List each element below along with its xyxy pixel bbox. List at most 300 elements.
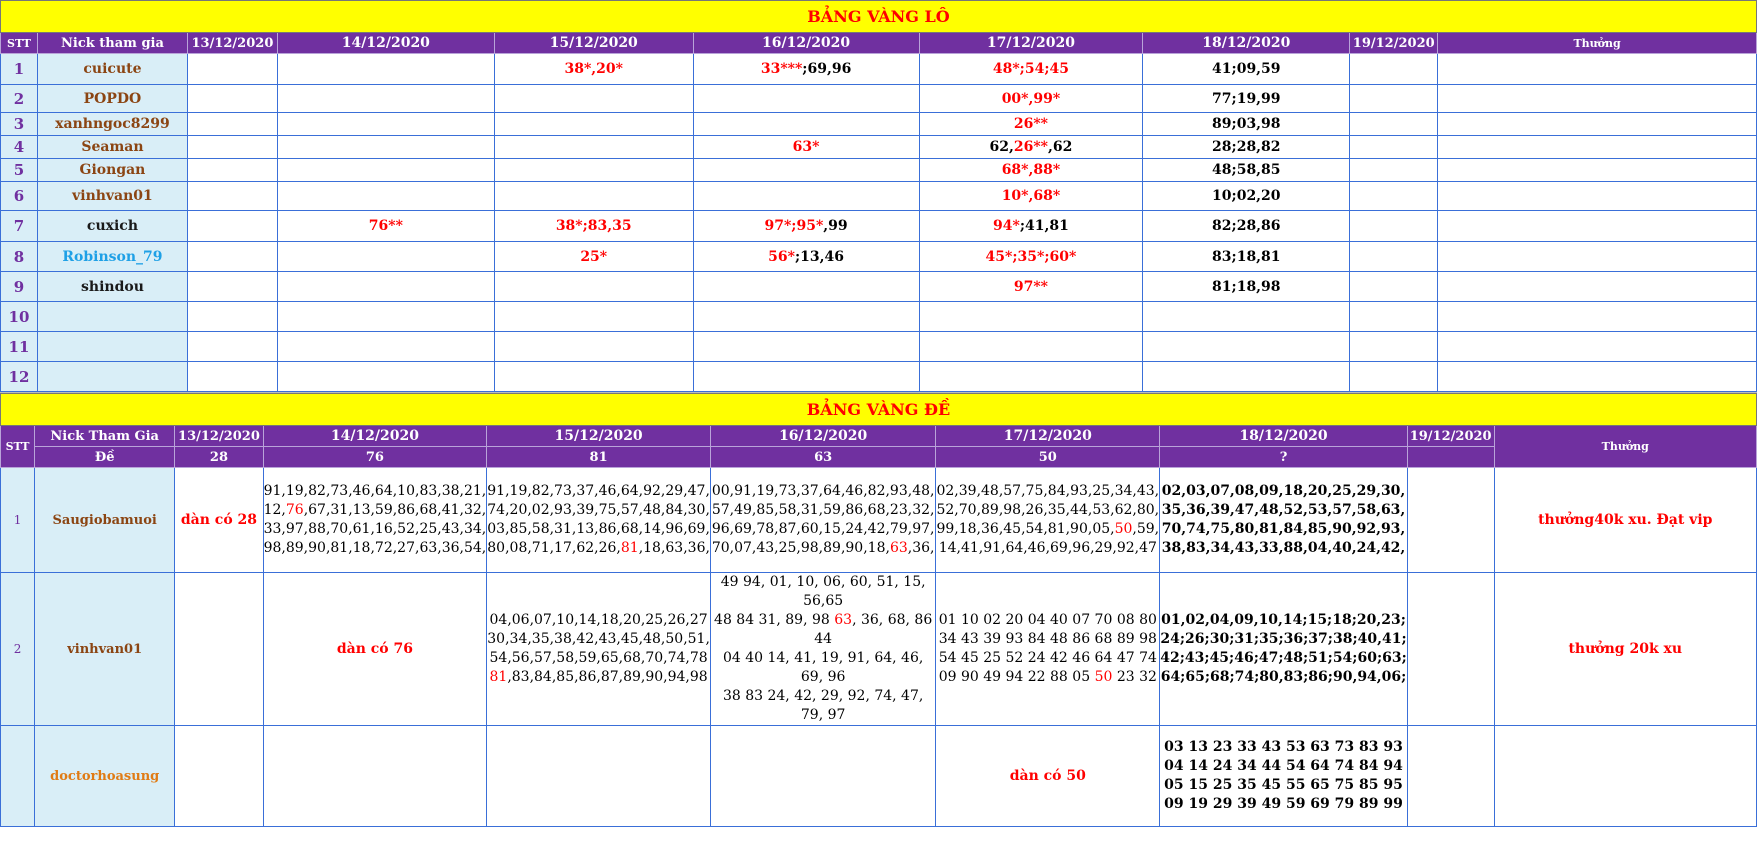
lo-cell (693, 85, 919, 113)
lo-header-cell: 15/12/2020 (494, 33, 693, 54)
lo-row (1, 302, 1757, 332)
lo-header-cell: 18/12/2020 (1143, 33, 1350, 54)
lo-cell (187, 272, 277, 302)
value-segment: 10;02,20 (1212, 188, 1281, 204)
lo-row (1, 113, 1757, 136)
number-line (487, 501, 710, 520)
number-list (1160, 468, 1408, 573)
value-segment: 76 (285, 502, 304, 518)
value-segment: 04,06,07,10,14,18,20,25,26,27 (489, 612, 708, 628)
value-segment: 50 (1094, 669, 1113, 685)
player-nick: xanhngoc8299 (37, 113, 187, 136)
number-line (936, 501, 1159, 520)
de-date-header: 19/12/2020 (1407, 426, 1494, 447)
player-nick: cuxich (37, 211, 187, 242)
value-segment: 12, (263, 502, 286, 518)
row-number: 5 (1, 159, 38, 182)
lo-cell (919, 113, 1143, 136)
de-date-header: 16/12/2020 (710, 426, 935, 447)
lo-row (1, 136, 1757, 159)
value-segment: 30,34,35,38,42,43,45,48,50,51, (487, 631, 710, 647)
number-line (487, 668, 710, 687)
value-segment: 48;58,85 (1212, 162, 1281, 178)
value-segment: ,62 (1047, 139, 1073, 155)
lo-cell (1143, 362, 1350, 392)
number-line (936, 520, 1159, 539)
lo-header-cell: 19/12/2020 (1350, 33, 1438, 54)
lo-cell (277, 242, 494, 272)
lo-table (0, 0, 1757, 392)
de-date-row (1, 426, 1757, 447)
lo-cell (919, 54, 1143, 85)
number-line (711, 573, 935, 611)
number-line (1160, 757, 1407, 776)
number-list (263, 468, 487, 573)
lo-cell (919, 182, 1143, 211)
de-date-header: 15/12/2020 (487, 426, 711, 447)
lo-cell (494, 113, 693, 136)
value-segment: 45*;35*;60* (985, 248, 1077, 265)
lo-cell (919, 362, 1143, 392)
value-segment: 38 83 24, 42, 29, 92, 74, 47, 79, 97 (722, 688, 924, 723)
reward-text: thưởng40k xu. Đạt vip (1494, 468, 1756, 573)
lo-cell (1438, 136, 1757, 159)
row-number: 8 (1, 242, 38, 272)
number-line (487, 482, 710, 501)
number-line (264, 501, 487, 520)
lo-header-cell: 16/12/2020 (693, 33, 919, 54)
lo-cell (187, 159, 277, 182)
value-segment: 00*,99* (1001, 90, 1061, 107)
lo-cell (1438, 159, 1757, 182)
row-number: 1 (1, 54, 38, 85)
lo-title: BẢNG VÀNG LÔ (1, 1, 1757, 33)
number-line (1160, 501, 1407, 520)
lo-cell (1350, 272, 1438, 302)
lo-cell (1350, 182, 1438, 211)
lo-cell (187, 242, 277, 272)
number-line (711, 687, 935, 725)
number-line (1160, 738, 1407, 757)
lo-cell (494, 302, 693, 332)
value-segment: 63 (889, 540, 908, 556)
de-message: dàn có 50 (936, 726, 1160, 827)
lo-cell (919, 136, 1143, 159)
player-nick: POPDO (37, 85, 187, 113)
number-line (711, 611, 935, 649)
value-segment: ,18,63,36, (638, 540, 710, 556)
value-segment: 00,91,19,73,37,64,46,82,93,48, (711, 483, 935, 499)
value-segment: 81 (620, 540, 639, 556)
lo-row (1, 211, 1757, 242)
value-segment: 41;09,59 (1212, 61, 1281, 77)
lo-cell (1143, 211, 1350, 242)
lo-cell (1438, 302, 1757, 332)
value-segment: 98,89,90,81,18,72,27,63,36,54, (263, 540, 487, 556)
lo-row (1, 159, 1757, 182)
lo-cell (494, 272, 693, 302)
lo-cell (277, 85, 494, 113)
value-segment: 38,83,34,43,33,88,04,40,24,42, (1161, 540, 1406, 556)
player-nick: cuicute (37, 54, 187, 85)
de-nick-header: Nick Tham Gia (35, 426, 175, 447)
value-segment: ;41,81 (1019, 218, 1069, 234)
lo-cell (1350, 211, 1438, 242)
value-segment: 33,97,88,70,61,16,52,25,43,34, (263, 521, 487, 537)
value-segment: 63* (792, 139, 820, 155)
lo-cell (277, 113, 494, 136)
de-row (1, 726, 1757, 827)
lo-header-cell: STT (1, 33, 38, 54)
lo-cell (919, 242, 1143, 272)
de-row (1, 573, 1757, 726)
de-message: dàn có 28 (175, 468, 263, 573)
value-segment: 57,49,85,58,31,59,86,68,23,32, (711, 502, 935, 518)
number-line (711, 539, 935, 558)
row-number: 9 (1, 272, 38, 302)
de-result-value: 76 (263, 447, 487, 468)
empty-cell (263, 726, 487, 827)
value-segment: 02,03,07,08,09,18,20,25,29,30, (1161, 483, 1406, 499)
number-line (936, 630, 1159, 649)
number-list (936, 573, 1160, 726)
row-number: 3 (1, 113, 38, 136)
value-segment: 76** (368, 218, 403, 234)
number-line (1160, 630, 1407, 649)
value-segment: 03,85,58,31,13,86,68,14,96,69, (487, 521, 710, 537)
lo-cell (494, 242, 693, 272)
row-number: 11 (1, 332, 38, 362)
lo-cell (1438, 211, 1757, 242)
value-segment: 62, (989, 139, 1014, 155)
number-line (711, 649, 935, 687)
player-nick: Giongan (37, 159, 187, 182)
lo-cell (693, 332, 919, 362)
number-line (711, 482, 935, 501)
lo-cell (693, 242, 919, 272)
value-segment: 38*;83,35 (555, 218, 632, 234)
number-list (1160, 573, 1408, 726)
value-segment: 83;18,81 (1212, 248, 1281, 265)
lo-cell (494, 159, 693, 182)
de-result-value: 28 (175, 447, 263, 468)
lo-cell (277, 211, 494, 242)
number-line (487, 649, 710, 668)
lo-cell (277, 136, 494, 159)
number-line (936, 668, 1159, 687)
lo-row (1, 54, 1757, 85)
lo-cell (1143, 332, 1350, 362)
value-segment: 48 84 31, 89, 98 (714, 612, 835, 628)
row-number: 12 (1, 362, 38, 392)
value-segment: 91,19,82,73,37,46,64,92,29,47, (487, 483, 710, 499)
number-line (1160, 482, 1407, 501)
value-segment: ,83,84,85,86,87,89,90,94,98 (507, 669, 708, 685)
de-date-header: 17/12/2020 (936, 426, 1160, 447)
lo-header-cell: 13/12/2020 (187, 33, 277, 54)
lo-cell (1438, 242, 1757, 272)
number-list (710, 573, 935, 726)
de-stt-header: STT (1, 426, 35, 468)
lo-cell (277, 159, 494, 182)
value-segment: 96,69,78,87,60,15,24,42,79,97, (711, 521, 935, 537)
lo-cell (919, 302, 1143, 332)
lo-header-row (1, 33, 1757, 54)
empty-cell (1407, 468, 1494, 573)
player-nick: shindou (37, 272, 187, 302)
value-segment: 68*,88* (1001, 162, 1061, 178)
value-segment: 25* (580, 248, 608, 265)
lo-cell (1438, 54, 1757, 85)
value-segment: 70,74,75,80,81,84,85,90,92,93, (1161, 521, 1406, 537)
lo-cell (1143, 272, 1350, 302)
player-nick: vinhvan01 (35, 573, 175, 726)
number-line (711, 520, 935, 539)
de-result-value: ? (1160, 447, 1408, 468)
empty-cell (710, 726, 935, 827)
value-segment: 02,39,48,57,75,84,93,25,34,43, (936, 483, 1160, 499)
value-segment: 28;28,82 (1212, 139, 1281, 155)
number-list (710, 468, 935, 573)
lo-header-cell: 17/12/2020 (919, 33, 1143, 54)
de-title: BẢNG VÀNG ĐỀ (1, 394, 1757, 426)
de-row (1, 468, 1757, 573)
lo-cell (1438, 272, 1757, 302)
de-result-label: Đề (35, 447, 175, 468)
lo-cell (693, 136, 919, 159)
number-line (1160, 520, 1407, 539)
lo-cell (187, 136, 277, 159)
lo-cell (919, 159, 1143, 182)
lo-cell (693, 113, 919, 136)
value-segment: 14,41,91,64,46,69,96,29,92,47 (938, 540, 1157, 556)
value-segment: 94* (993, 218, 1020, 234)
lo-cell (277, 182, 494, 211)
value-segment: 04 14 24 34 44 54 64 74 84 94 (1164, 758, 1403, 774)
player-nick (37, 332, 187, 362)
value-segment: 01,02,04,09,10,14;15;18;20,23; (1161, 612, 1406, 628)
player-nick: Robinson_79 (37, 242, 187, 272)
value-segment: 26** (1013, 139, 1048, 155)
number-line (487, 520, 710, 539)
lo-row (1, 362, 1757, 392)
lo-cell (1350, 85, 1438, 113)
lo-cell (1438, 113, 1757, 136)
number-line (487, 611, 710, 630)
lo-cell (693, 159, 919, 182)
value-segment: 97*;95* (764, 218, 824, 234)
lo-row (1, 182, 1757, 211)
player-nick (37, 362, 187, 392)
lo-cell (187, 182, 277, 211)
lo-cell (1350, 332, 1438, 362)
lo-cell (187, 362, 277, 392)
value-segment: 91,19,82,73,46,64,10,83,38,21, (263, 483, 487, 499)
number-line (264, 539, 487, 558)
lo-cell (494, 136, 693, 159)
value-segment: ,36, (907, 540, 935, 556)
player-nick: Seaman (37, 136, 187, 159)
empty-cell (1407, 573, 1494, 726)
lo-cell (1438, 85, 1757, 113)
value-segment: 54,56,57,58,59,65,68,70,74,78 (489, 650, 708, 666)
lo-cell (187, 211, 277, 242)
lo-cell (1350, 54, 1438, 85)
reward-text (1494, 726, 1756, 827)
lo-cell (277, 332, 494, 362)
lo-cell (1350, 302, 1438, 332)
lo-cell (1143, 182, 1350, 211)
de-date-header: 18/12/2020 (1160, 426, 1408, 447)
row-number: 10 (1, 302, 38, 332)
value-segment: 54 45 25 52 24 42 46 64 47 74 (938, 650, 1157, 666)
value-segment: 97** (1013, 278, 1048, 295)
lo-cell (494, 182, 693, 211)
value-segment: 81 (489, 669, 508, 685)
de-result-value: 63 (710, 447, 935, 468)
lo-cell (1143, 54, 1350, 85)
lo-cell (1143, 85, 1350, 113)
lo-cell (1350, 136, 1438, 159)
number-line (711, 501, 935, 520)
de-result-value: 50 (936, 447, 1160, 468)
value-segment: 52,70,89,98,26,35,44,53,62,80, (936, 502, 1160, 518)
value-segment: 33*** (760, 61, 803, 77)
value-segment: 64;65;68;74;80,83;86;90,94,06; (1160, 669, 1407, 685)
value-segment: 34 43 39 93 84 48 86 68 89 98 (938, 631, 1157, 647)
lo-cell (1143, 159, 1350, 182)
number-line (936, 649, 1159, 668)
value-segment: 04 40 14, 41, 19, 91, 64, 46, 69, 96 (722, 650, 924, 685)
lo-cell (494, 54, 693, 85)
number-list (936, 468, 1160, 573)
lo-cell (187, 113, 277, 136)
player-nick: Saugiobamuoi (35, 468, 175, 573)
value-segment: 05 15 25 35 45 55 65 75 85 95 (1164, 777, 1403, 793)
de-message: dàn có 76 (263, 573, 487, 726)
lo-cell (494, 211, 693, 242)
value-segment: 35,36,39,47,48,52,53,57,58,63, (1161, 502, 1406, 518)
row-number: 1 (1, 468, 35, 573)
empty-cell (175, 573, 263, 726)
lo-cell (693, 182, 919, 211)
value-segment: 24;26;30;31;35;36;37;38;40,41; (1160, 631, 1407, 647)
value-segment: 77;19,99 (1212, 90, 1281, 107)
value-segment: 10*,68* (1001, 188, 1061, 204)
number-line (487, 630, 710, 649)
number-list (487, 573, 711, 726)
value-segment: 56* (768, 248, 795, 265)
empty-cell (175, 726, 263, 827)
value-segment: 38*,20* (564, 61, 623, 77)
value-segment: 70,07,43,25,98,89,90,18, (711, 540, 890, 556)
value-segment: 99,18,36,45,54,81,90,05, (936, 521, 1115, 537)
empty-cell (1407, 726, 1494, 827)
de-date-header: 13/12/2020 (175, 426, 263, 447)
lo-cell (1350, 242, 1438, 272)
lo-cell (1438, 362, 1757, 392)
number-line (1160, 649, 1407, 668)
lo-cell (277, 54, 494, 85)
value-segment: 81;18,98 (1212, 278, 1281, 295)
lo-cell (693, 272, 919, 302)
player-nick: vinhvan01 (37, 182, 187, 211)
lo-cell (187, 85, 277, 113)
number-line (487, 539, 710, 558)
de-reward-header: Thưởng (1494, 426, 1756, 468)
value-segment: , 36, 68, 86 44 (814, 612, 933, 647)
number-list (1160, 726, 1408, 827)
value-segment: 63 (834, 612, 853, 628)
value-segment: 09 90 49 94 22 88 05 (938, 669, 1095, 685)
value-segment: 23 32 (1112, 669, 1157, 685)
row-number: 4 (1, 136, 38, 159)
lo-cell (1438, 182, 1757, 211)
lo-row (1, 85, 1757, 113)
lo-cell (1143, 113, 1350, 136)
value-segment: 74,20,02,93,39,75,57,48,84,30, (487, 502, 710, 518)
lo-header-cell: Nick tham gia (37, 33, 187, 54)
value-segment: 48*;54;45 (992, 61, 1069, 77)
lo-cell (494, 85, 693, 113)
row-number: 2 (1, 85, 38, 113)
value-segment: 50 (1114, 521, 1133, 537)
lo-cell (494, 332, 693, 362)
lo-cell (1350, 159, 1438, 182)
lo-cell (277, 362, 494, 392)
lo-cell (1350, 113, 1438, 136)
row-number: 2 (1, 573, 35, 726)
value-segment: ,59, (1132, 521, 1160, 537)
de-date-header: 14/12/2020 (263, 426, 487, 447)
de-table (0, 393, 1757, 827)
lo-cell (919, 211, 1143, 242)
value-segment: 82;28,86 (1212, 218, 1281, 234)
lo-cell (693, 211, 919, 242)
lo-cell (693, 54, 919, 85)
lo-cell (1143, 242, 1350, 272)
lo-header-cell: Thưởng (1438, 33, 1757, 54)
reward-text: thưởng 20k xu (1494, 573, 1756, 726)
value-segment: ;13,46 (794, 248, 844, 265)
lo-cell (919, 85, 1143, 113)
player-nick (37, 302, 187, 332)
number-line (936, 611, 1159, 630)
value-segment: 03 13 23 33 43 53 63 73 83 93 (1164, 739, 1403, 755)
de-result-row (1, 447, 1757, 468)
value-segment: 80,08,71,17,62,26, (487, 540, 621, 556)
lo-cell (1350, 362, 1438, 392)
number-line (1160, 668, 1407, 687)
value-segment: 01 10 02 20 04 40 07 70 08 80 (938, 612, 1157, 628)
lo-cell (277, 272, 494, 302)
lo-cell (187, 332, 277, 362)
row-number (1, 726, 35, 827)
lo-row (1, 332, 1757, 362)
lo-row (1, 272, 1757, 302)
de-result-value: 81 (487, 447, 711, 468)
lo-cell (1438, 332, 1757, 362)
player-nick: doctorhoasung (35, 726, 175, 827)
number-line (264, 482, 487, 501)
lo-row (1, 242, 1757, 272)
lo-cell (919, 332, 1143, 362)
number-list (487, 468, 711, 573)
lo-cell (187, 302, 277, 332)
lo-cell (1143, 136, 1350, 159)
de-result-value (1407, 447, 1494, 468)
value-segment: 42;43;45;46;47;48;51;54;60;63; (1160, 650, 1407, 666)
